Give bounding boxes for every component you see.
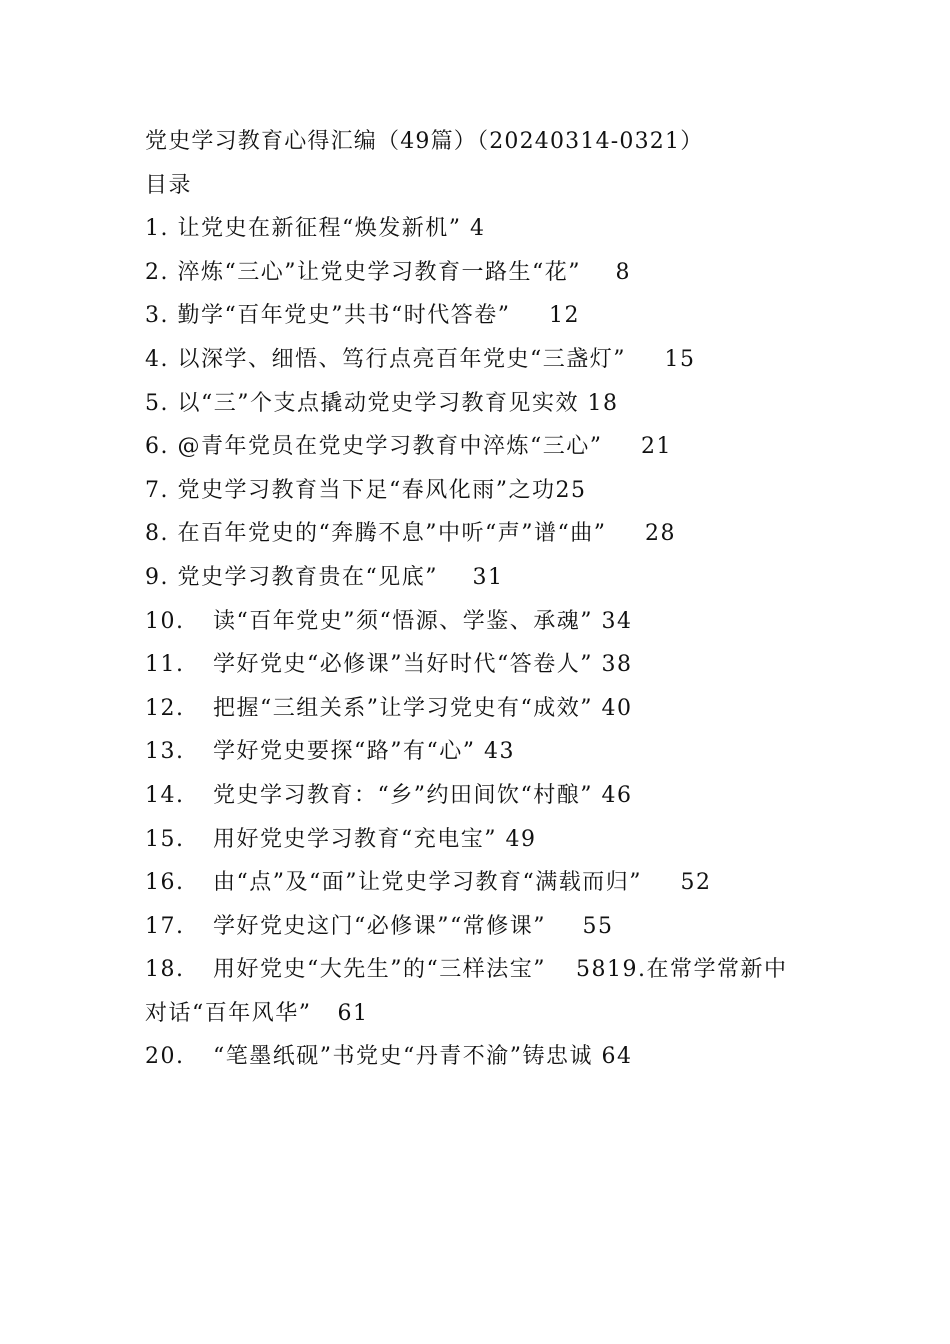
toc-entry-title: 在百年党史的“奔腾不息”中听“声”谱“曲”: [177, 521, 607, 547]
toc-entry-title: 用好党史学习教育“充电宝”: [213, 826, 497, 852]
toc-entry: [145, 687, 825, 731]
toc-entry-title: 由“点”及“面”让党史学习教育“满载而归”: [213, 870, 642, 896]
toc-entry-number: 11.: [145, 652, 185, 678]
toc-entry: [145, 338, 825, 382]
toc-entry-title: 党史学习教育：“乡”约田间饮“村酿”: [213, 782, 593, 808]
toc-entry-number: 20.: [145, 1044, 185, 1070]
toc-entry-number: 17.: [145, 913, 185, 939]
toc-entry-page: 52: [680, 870, 712, 896]
toc-entry: [145, 512, 825, 556]
toc-entry-page: 46: [601, 782, 633, 808]
toc-entry-number: 8.: [145, 521, 169, 547]
toc-entry-page: 43: [484, 739, 515, 765]
toc-entry-title: 把握“三组关系”让学习党史有“成效”: [213, 695, 593, 721]
toc-entry-page: 34: [601, 608, 633, 634]
toc-entry-page: 55: [582, 913, 614, 939]
toc-entry-page: 38: [601, 652, 633, 678]
toc-entry: [145, 818, 825, 862]
toc-entry: [145, 730, 825, 774]
toc-entry-title: 学好党史这门“必修课”“常修课”: [213, 913, 546, 939]
toc-entry-page: 64: [601, 1044, 633, 1070]
toc-entry-title: “笔墨纸砚”书党史“丹青不渝”铸忠诚: [213, 1044, 593, 1070]
toc-entry-number: 4.: [145, 346, 169, 372]
toc-entry-page: 18: [587, 390, 619, 416]
toc-content: [145, 120, 825, 1079]
toc-entry: [145, 207, 825, 251]
toc-entry: [145, 600, 825, 644]
toc-entry-title: 让党史在新征程“焕发新机”: [177, 216, 462, 242]
toc-entry-title: 在常学常新中对话“百年风华”: [145, 957, 788, 1026]
toc-entry: [145, 1035, 825, 1079]
toc-entry-number: 2.: [145, 259, 169, 285]
toc-entry: [145, 643, 825, 687]
toc-entry-title: 学好党史“必修课”当好时代“答卷人”: [213, 652, 593, 678]
toc-entry-number: 19.: [607, 957, 647, 983]
toc-entry-page: 12: [549, 303, 580, 329]
toc-entry-page: 49: [505, 826, 537, 852]
toc-entry-number: 18.: [145, 957, 185, 983]
toc-entry-title: 勤学“百年党史”共书“时代答卷”: [177, 303, 511, 329]
toc-entry-number: 5.: [145, 390, 169, 416]
toc-entry-title: 用好党史“大先生”的“三样法宝”: [213, 957, 546, 983]
toc-entry: [145, 251, 825, 295]
toc-entry: [145, 425, 825, 469]
toc-entry-page: 58: [576, 957, 607, 983]
toc-entry-number: 9.: [145, 564, 169, 590]
toc-entry-page: 31: [472, 564, 504, 590]
toc-entry-number: 6.: [145, 434, 169, 460]
toc-entry: [145, 469, 825, 513]
toc-entry-number: 13.: [145, 739, 185, 765]
toc-entry-title: 淬炼“三心”让党史学习教育一路生“花”: [177, 259, 581, 285]
toc-entry-page: 25: [555, 477, 587, 503]
toc-heading: 目录: [145, 172, 193, 198]
toc-entry: [145, 556, 825, 600]
toc-entry-title: 以深学、细悟、笃行点亮百年党史“三盏灯”: [177, 346, 626, 372]
toc-entry-title: 以“三”个支点撬动党史学习教育见实效: [177, 390, 579, 416]
toc-entry-title: 学好党史要探“路”有“心”: [213, 739, 476, 765]
toc-entry: [145, 905, 825, 949]
toc-entry-number: 12.: [145, 695, 185, 721]
toc-entry-number: 14.: [145, 782, 185, 808]
toc-entry-number: 7.: [145, 477, 169, 503]
toc-entry-number: 15.: [145, 826, 185, 852]
toc-entry-number: 10.: [145, 608, 185, 634]
document-title: 党史学习教育心得汇编（49篇）（20240314-0321）: [145, 129, 704, 154]
toc-entry-page: 15: [664, 346, 696, 372]
toc-entry: [145, 774, 825, 818]
toc-entry-title: @青年党员在党史学习教育中淬炼“三心”: [177, 434, 603, 460]
toc-entry-number: 16.: [145, 870, 185, 896]
toc-entry: [145, 382, 825, 426]
toc-entry: [145, 861, 825, 905]
toc-entry-page: 21: [641, 434, 672, 460]
toc-entry-page: 4: [470, 216, 486, 242]
toc-entry-page: 8: [615, 259, 631, 285]
toc-entry-title: 读“百年党史”须“悟源、学鉴、承魂”: [213, 608, 593, 634]
toc-entry-page: 61: [337, 1000, 369, 1026]
toc-entry-page: 40: [601, 695, 633, 721]
toc-entry-title: 党史学习教育贵在“见底”: [177, 564, 438, 590]
toc-entry: [145, 294, 825, 338]
toc-entry-wrapped: [145, 948, 805, 1035]
toc-entry-number: 3.: [145, 303, 169, 329]
toc-entry-number: 1.: [145, 216, 169, 242]
toc-entry-page: 28: [644, 521, 676, 547]
toc-entry-title: 党史学习教育当下足“春风化雨”之功: [177, 477, 556, 503]
